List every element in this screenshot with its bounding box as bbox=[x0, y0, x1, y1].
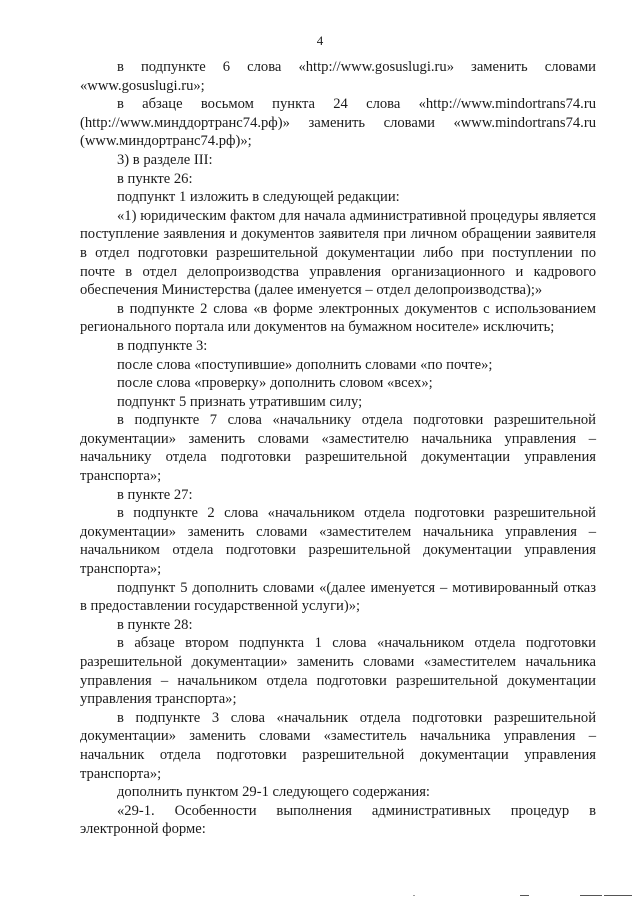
footer-scan-marks bbox=[0, 894, 640, 898]
paragraph-point-24: в абзаце восьмом пункта 24 слова «http://www.mindortrans74.ru (http://www.минддортранс74.рф)» заменить словами «www.mindortrans74.ru (www.миндортранс74.рф)»; bbox=[80, 96, 596, 150]
paragraph-after-received: после слова «поступившие» дополнить словами «по почте»; bbox=[117, 356, 493, 373]
paragraph-27-subpoint-5: подпункт 5 дополнить словами «(далее именуется – мотивированный отказ в предоставлении государственной услуги)»; bbox=[80, 579, 596, 615]
paragraph-subpoint-6: в подпункте 6 слова «http://www.gosuslugi.ru» заменить словами «www.gosuslugi.ru»; bbox=[80, 59, 596, 94]
paragraph-28-subpoint-1: в абзаце втором подпункта 1 слова «начальником отдела подготовки разрешительной документации» заменить словами «заместителем начальника управления – начальником отдела подготовки разрешительной документации управления транспорта»; bbox=[80, 635, 596, 708]
paragraph-subpoint-5-void: подпункт 5 признать утратившим силу; bbox=[117, 393, 363, 410]
footer-dash bbox=[580, 895, 602, 896]
paragraph-add-29-1: дополнить пунктом 29-1 следующего содержания: bbox=[117, 784, 430, 801]
paragraph-subpoint-1-intro: подпункт 1 изложить в следующей редакции: bbox=[117, 189, 400, 206]
paragraph-28-subpoint-3: в подпункте 3 слова «начальник отдела подготовки разрешительной документации» заменить словами «заместитель начальника управления – начальник отдела подготовки разрешительной документации управления транспорта»; bbox=[80, 709, 596, 782]
paragraph-section-3: 3) в разделе III: bbox=[117, 151, 213, 168]
footer-dash bbox=[604, 895, 632, 896]
paragraph-subpoint-3: в подпункте 3: bbox=[117, 337, 208, 354]
footer-dot bbox=[413, 895, 415, 896]
paragraph-subpoint-1-text: «1) юридическим фактом для начала административной процедуры является поступление заявления и документов заявителя при личном обращении заявителя в отдел подготовки разрешительной документации либо при поступлении по почте в отдел делопроизводства управления организационного и кадрового обеспечения Министерства (далее именуется – отдел делопроизводства);» bbox=[80, 207, 596, 299]
paragraph-point-26: в пункте 26: bbox=[117, 170, 193, 187]
footer-dash bbox=[520, 895, 529, 896]
paragraph-point-27: в пункте 27: bbox=[117, 486, 193, 503]
paragraph-subpoint-2: в подпункте 2 слова «в форме электронных документов с использованием регионального портала или документов на бумажном носителе» исключить; bbox=[80, 300, 596, 336]
paragraph-29-1-heading: «29-1. Особенности выполнения административных процедур в электронной форме: bbox=[80, 802, 596, 838]
paragraph-27-subpoint-2: в подпункте 2 слова «начальником отдела подготовки разрешительной документации» заменить словами «заместителем начальника управления – начальником отдела подготовки разрешительной документации управления транспорта»; bbox=[80, 505, 596, 578]
page-number: 4 bbox=[316, 33, 324, 48]
paragraph-after-check: после слова «проверку» дополнить словом «всех»; bbox=[117, 375, 433, 392]
document-body bbox=[80, 58, 596, 839]
paragraph-point-28: в пункте 28: bbox=[117, 616, 193, 633]
paragraph-subpoint-7: в подпункте 7 слова «начальнику отдела подготовки разрешительной документации» заменить словами «заместителю начальника управления – начальнику отдела подготовки разрешительной документации управления транспорта»; bbox=[80, 412, 596, 485]
